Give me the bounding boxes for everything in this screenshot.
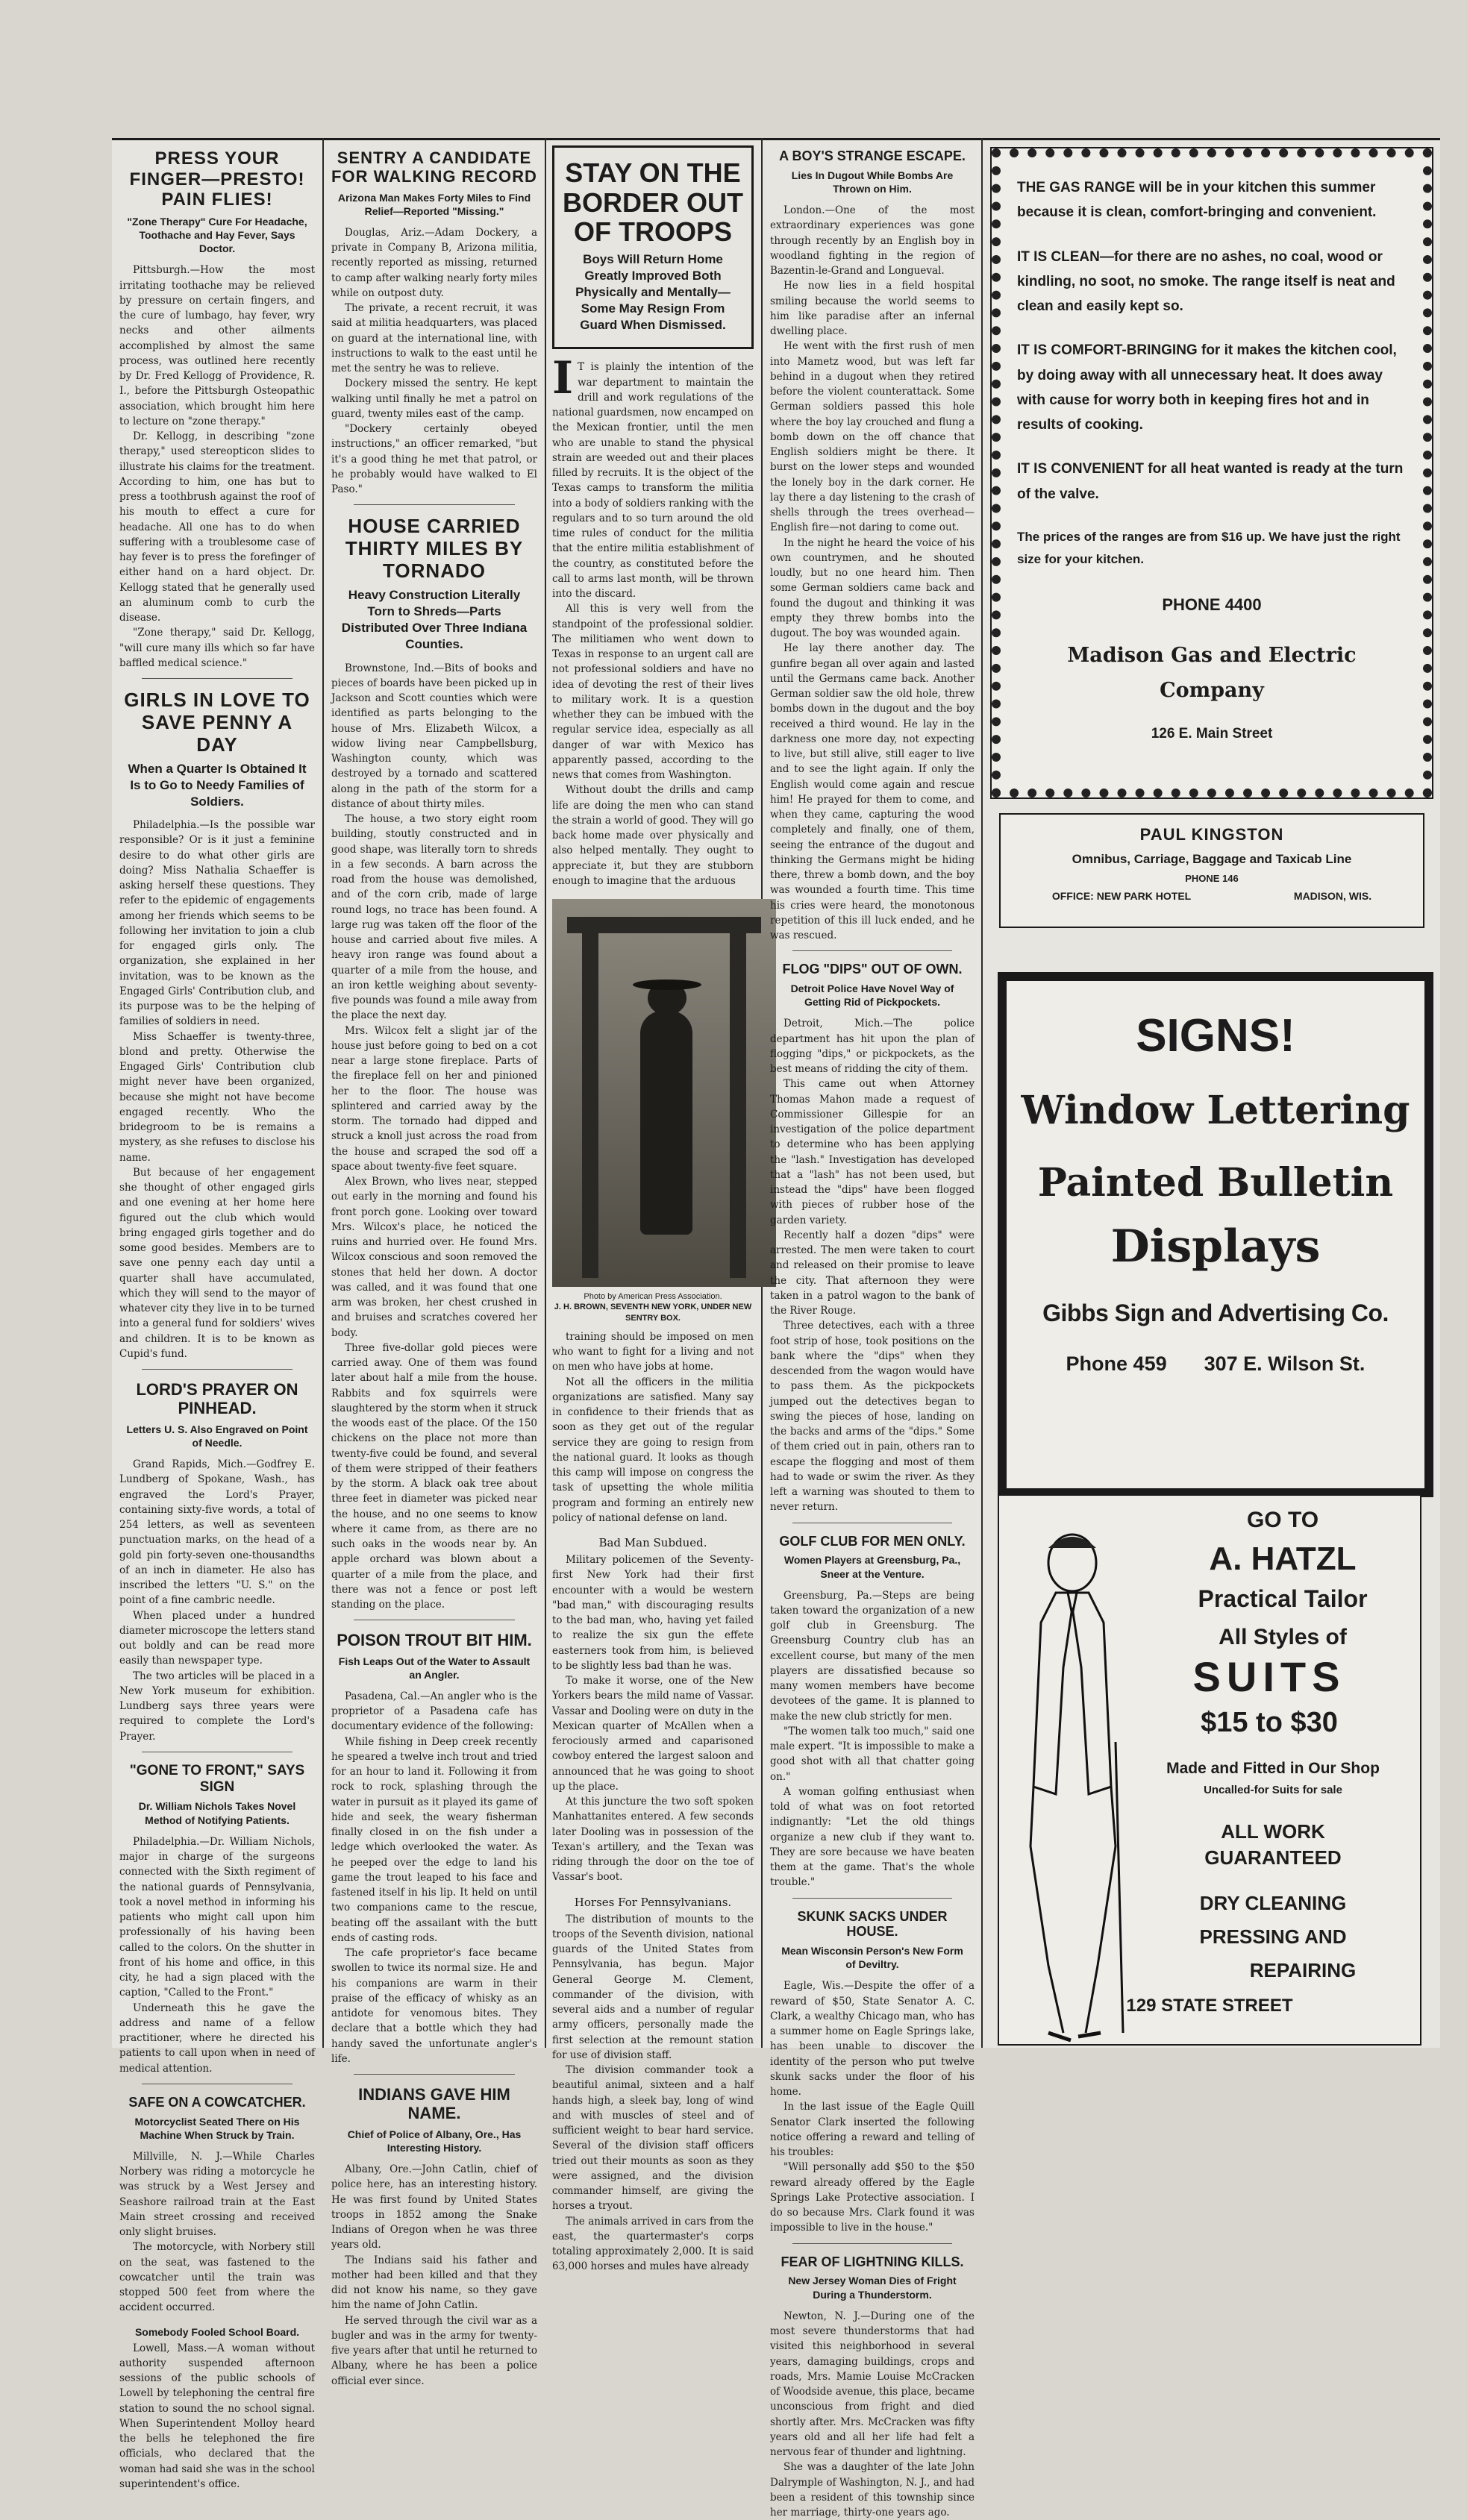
ad-kingston-city: MADISON, WIS. — [1293, 890, 1372, 902]
paragraph: When placed under a hundred diameter microscope the letters stand out boldly and can be read more easily than newspaper type. — [119, 1609, 315, 1667]
photo-credit: Photo by American Press Association. — [584, 1292, 722, 1301]
subhead: When a Quarter Is Obtained It Is to Go to Needy Families of Soldiers. — [128, 761, 307, 809]
ad-tailor-uncalled: Uncalled-for Suits for sale — [1204, 1784, 1342, 1796]
paragraph: Dockery missed the sentry. He kept walking until finally he met a patrol on guard, twenty miles east of the camp. — [331, 377, 537, 420]
paragraph: Miss Schaeffer is twenty-three, blond and pretty. Otherwise the Engaged Girls' Contribution club might never have been organized, because she might not have become engaged recently. Who the bridegroom to be is remains a mystery, as she refuses to disclose his name. — [119, 1030, 315, 1164]
paragraph: Millville, N. J.—While Charles Norbery was riding a motorcycle he was struck by a West Jersey and Seashore railroad train at the East Main street crossing and received only slight bruises. — [119, 2150, 315, 2239]
ad-signs-title: SIGNS! — [1136, 1010, 1295, 1062]
paragraph-text: T is plainly the intention of the war department to maintain the drill and work regulations of the national guardsmen, now encamped on the Mexican frontier, until the men who are unable to stand the physical strain are weeded out and their places filled by recruits. It is the object of the Texas camps to transform the militia into a body of soldiers ranking with the regulars and to so turn around the old time rules of conduct for the militia that the entire militia establishment of the country, as constituted before the call to arms last month, will be thrown into the discard. — [552, 361, 754, 600]
subhead: Letters U. S. Also Engraved on Point of Needle. — [126, 1423, 308, 1449]
paragraph: To make it worse, one of the New Yorkers bears the mild name of Vassar. Vassar and Dooling were on duty in the Mexican quarter of McAllen when a ferociously armed and caparisoned cowboy entered the largest saloon and announced that he was going to shoot up the place. — [552, 1675, 754, 1793]
article — [552, 145, 754, 1526]
column-3 — [552, 138, 754, 2273]
paragraph: Military policemen of the Seventy-first New York had their first encounter with a would be western "bad man," with discouraging results to the bad man, who, having yet failed to realize the six gun the effete easterners took from him, is believed to be slightly less bad than he was. — [552, 1554, 754, 1672]
ad-signs — [998, 972, 1433, 1497]
paragraph: While fishing in Deep creek recently he speared a twelve inch trout and tried for an hour to land it. Following it from rock to rock, splashing through the water in pursuit as it played its game of hide and seek, the weary fisherman finally closed in on the fish under a ledge which overlooked the water. As he peeped over the edge to land his game the trout leaped to his face and fastened itself in his lip. It held on until two companions came to the rescue, beating off the assailant with the butt ends of casting rods. — [331, 1735, 537, 1944]
paragraph: The Indians said his father and mother had been killed and that they did not know his name, so they gave him the name of John Catlin. — [331, 2254, 537, 2312]
subhead: Boys Will Return Home Greatly Improved Both Physically and Mentally—Some May Resign From Guard When Dismissed. — [575, 251, 731, 333]
ad-tailor-service: REPAIRING — [1249, 1959, 1357, 1981]
article — [331, 2085, 537, 2389]
subhead: Chief of Police of Albany, Ore., Has Interesting History. — [347, 2128, 522, 2154]
paragraph: Dr. Kellogg, in describing "zone therapy," used stereopticon slides to illustrate his claims for the treatment. According to him, one has but to press a toothbrush against the roof of his mouth to effect a cure for headache. All one has to do when suffering with a troublesome case of hay fever is to press the forefinger of either hand on a hard object. Dr. Kellogg stated that he generally used an aluminum comb to curb the disease. — [119, 430, 315, 624]
ad-kingston — [999, 813, 1424, 928]
headline: GOLF CLUB FOR MEN ONLY. — [779, 1533, 966, 1549]
ad-tailor-styles: All Styles of — [1219, 1625, 1347, 1649]
paragraph: Three detectives, each with a three foot strip of hose, took positions on the bank where the "dips" when they descended from the wagon would have to pass them. As the pickpockets jumped out the detectives began to swing the pieces of hose, landing on the backs and arms of the "dips." Some of them cried out in pain, others ran to escape the flogging and most of them had to wade or swim the river. As they left a warning was shouted to them to never return. — [770, 1320, 975, 1514]
subhead: Motorcyclist Seated There on His Machine When Struck by Train. — [134, 2115, 300, 2141]
paragraph: In the last issue of the Eagle Quill Senator Clark inserted the following notice offering a reward and telling of his troubles: — [770, 2101, 975, 2159]
ad-signs-line: Painted Bulletin — [1037, 1160, 1394, 1206]
article — [331, 1631, 537, 2066]
headline: SAFE ON A COWCATCHER. — [128, 2094, 306, 2110]
headline-box — [552, 145, 754, 349]
column-rule — [981, 138, 983, 2048]
ad-tailor-service: DRY CLEANING — [1199, 1892, 1347, 1914]
paragraph: Albany, Ore.—John Catlin, chief of police here, has an interesting history. He was first found by United States troops in 1852 among the Snake Indians of Oregon when he was three years old. — [331, 2163, 537, 2251]
divider — [354, 504, 515, 505]
paragraph: Pasadena, Cal.—An angler who is the proprietor of a Pasadena cafe has documentary evidence of the following: — [331, 1690, 537, 1733]
paragraph: She was a daughter of the late John Dalrymple of Washington, N. J., and had been a resident of this township since her marriage, thirty-one years ago. — [770, 2461, 975, 2519]
column-rule — [545, 138, 546, 2048]
divider — [142, 1369, 293, 1370]
ad-kingston-office: OFFICE: NEW PARK HOTEL — [1051, 890, 1192, 902]
column-5-ads — [989, 138, 1436, 2048]
article — [119, 689, 315, 1361]
headline: GIRLS IN LOVE TO SAVE PENNY A DAY — [124, 689, 310, 756]
paragraph: A woman golfing enthusiast when told of what was on foot retorted indignantly: "Let the old things organize a new club if they want to. They are sore because we have beaten them at the game. That's the whole trouble." — [770, 1785, 975, 1889]
paragraph: Not all the officers in the militia organizations are satisfied. Many say in confidence to their friends that as soon as they get out of the regular service they are going to resign from the national guard. It looks as though this camp will impose on congress the task of upsetting the whole militia program and forming an entirely new policy of national defense on land. — [552, 1376, 754, 1524]
ad-gas-company: Madison Gas and Electric Company — [1067, 643, 1357, 702]
paragraph: The animals arrived in cars from the east, the quartermaster's corps totaling approximately 2,000. It is said 63,000 horses and mules have already — [552, 2215, 754, 2273]
ad-kingston-phone: PHONE 146 — [1185, 873, 1239, 884]
paragraph: But because of her engagement she thought of other engaged girls and one evening at her home here figured out the club which would bring engaged girls together and do some good besides. Members are to save one penny each day until a quarter shall have accumulated, which they will send to the mayor of whatever city they live in to be turned into a general fund for soldiers' wives and children. It is to be known as Cupid's fund. — [119, 1166, 315, 1360]
paragraph: The distribution of mounts to the troops of the Seventh division, national guards of the United States from Pennsylvania, has begun. Major General George M. Clement, commander of the division, with several aids and a number of regular army officers, personally made the first selection at the remount station for use of division staff. — [552, 1913, 754, 2061]
article — [770, 2254, 975, 2520]
paragraph: The two articles will be placed in a New York museum for exhibition. Lundberg says three years were required to complete the Lord's Prayer. — [119, 1670, 315, 1743]
subhead: Fish Leaps Out of the Water to Assault an Angler. — [338, 1655, 531, 1681]
article — [331, 148, 537, 497]
paragraph: He served through the civil war as a bugler and was in the army for twenty-five years after that until he returned to Albany, where he has been a police official ever since. — [331, 2314, 537, 2387]
ad-tailor-service: PRESSING AND — [1199, 1925, 1347, 1948]
paragraph: "Zone therapy," said Dr. Kellogg, "will cure many ills which so far have baffled medical science." — [119, 627, 315, 669]
photo-caption: J. H. BROWN, SEVENTH NEW YORK, UNDER NEW SENTRY BOX. — [554, 1303, 752, 1323]
ad-signs-company: Gibbs Sign and Advertising Co. — [1042, 1300, 1389, 1326]
ad-signs-line: Window Lettering — [1021, 1088, 1410, 1133]
paragraph: The house, a two story eight room building, stoutly constructed and in good shape, was literally torn to shreds in a few seconds. A barn across the road from the house was demolished, and of the corn crib, made of large round logs, no trace has been found. A large rug was taken off the floor of the house and carried about five miles. A heavy iron range was found about a quarter of a mile from the house, and an iron kettle weighing about seventy-five pounds was found a mile away from the place the next day. — [331, 813, 537, 1022]
paragraph: At this juncture the two soft spoken Manhattanites entered. A few seconds later Dooling was in possession of the Texan's artillery, and the Texan was riding through the door on the toe of Vassar's boot. — [552, 1796, 754, 1884]
headline: PRESS YOUR FINGER—PRESTO! PAIN FLIES! — [129, 148, 305, 210]
paragraph: The motorcycle, with Norbery still on the seat, was fastened to the cowcatcher until the train was stopped 500 feet from where the accident occurred. — [119, 2241, 315, 2314]
paragraph: Alex Brown, who lives near, stepped out early in the morning and found his front porch gone. Looking over toward Mrs. Wilcox's place, he noticed the ruins and hurried over. He found Mrs. Wilcox conscious and soon removed the stones that held her down. A doctor was called, and it was found that one arm was broken, her chest crushed in and bruises and scratches covered her body. — [331, 1176, 537, 1339]
article — [331, 515, 537, 1612]
divider — [792, 950, 952, 951]
ad-signs-phone: Phone 459 — [1066, 1353, 1167, 1375]
paragraph: Grand Rapids, Mich.—Godfrey E. Lundberg of Spokane, Wash., has engraved the Lord's Prayer, containing sixty-five words, a total of 254 letters, as well as seventeen punctuation marks, on the head of a gold pin forty-seven one-thousandths of an inch in diameter. He also has inscribed the letters "U. S." on the point of a fine cambric needle. — [119, 1458, 315, 1607]
ad-tailor-suits: SUITS — [1192, 1653, 1346, 1700]
headline: Somebody Fooled School Board. — [134, 2325, 300, 2338]
paragraph: Lowell, Mass.—A woman without authority suspended afternoon sessions of the public schools of Lowell by telephoning the central fire station to sound the no school signal. When Superintendent Molloy heard the bells he telephoned the fire officials, who declared that the woman had said she was in the school superintendent's office. — [119, 2342, 315, 2490]
column-1 — [119, 138, 315, 2490]
paragraph: Philadelphia.—Dr. William Nichols, major in charge of the surgeons connected with the Sixth regiment of the national guards of Pennsylvania, took a novel method in informing his patients who might call upon him professionally of his having been called to the colors. On the shutter in front of his home and office, in this city, he had a sign placed with the caption, "Called to the Front." — [119, 1835, 315, 1999]
newspaper-page — [112, 138, 1440, 2519]
paragraph: Without doubt the drills and camp life are doing the men who can stand the strain a world of good. They will go back home made over physically and also helped mentally. They ought to appreciate it, but they are stubborn enough to imagine that the arduous — [552, 784, 754, 887]
article — [119, 2095, 315, 2316]
subhead: Arizona Man Makes Forty Miles to Find Relief—Reported "Missing." — [337, 191, 531, 217]
ad-tailor-price: $15 to $30 — [1201, 1707, 1338, 1738]
ad-gas-text: THE GAS RANGE will be in your kitchen this summer because it is clean, comfort-bringing and convenient. — [1017, 180, 1377, 221]
ad-signs-address: 307 E. Wilson St. — [1204, 1353, 1366, 1375]
headline: STAY ON THE BORDER OUT OF TROOPS — [563, 157, 743, 248]
article — [119, 1763, 315, 2076]
subhead: Heavy Construction Literally Torn to Shreds—Parts Distributed Over Three Indiana Counties. — [341, 588, 528, 652]
paragraph: He went with the first rush of men into Mametz wood, but was left far behind in a dugout when they retired before the violent counterattack. Some German soldiers passed this hole where the boy lay crouched and flung a bomb down on the off chance that English soldiers might be there. It burst on the lower steps and wounded the lonely boy in the dark corner. He lay there a day listening to the crash of shells through the trees overhead—English fire—not daring to come out. — [770, 340, 975, 534]
ad-gas-text: The prices of the ranges are from $16 up. We have just the right size for your kitchen. — [1017, 529, 1401, 566]
headline: Horses For Pennsylvanians. — [574, 1895, 732, 1909]
headline: HOUSE CARRIED THIRTY MILES BY TORNADO — [345, 515, 524, 583]
ad-tailor-goto: GO TO — [1246, 1508, 1319, 1532]
ad-tailor-made: Made and Fitted in Our Shop — [1166, 1760, 1380, 1777]
paragraph: "Dockery certainly obeyed instructions," an officer remarked, "but it's a good thing he met that patrol, or he probably would have walked to El Paso." — [331, 423, 537, 496]
ad-gas-text: IT IS CLEAN—for there are no ashes, no coal, wood or kindling, no soot, no smoke. The range itself is neat and clean and easily kept so. — [1017, 248, 1395, 314]
paragraph: Mrs. Wilcox felt a slight jar of the house just before going to bed on a cot near a large stone fireplace. Parts of the fireplace fell on her and pinioned her to the floor. The house was splintered and carried away by the storm. The tornado had dipped and struck a knoll just across the road from the house and scraped the sod off a space about twenty-five feet square. — [331, 1024, 537, 1173]
ad-tailor-work: ALL WORK — [1221, 1820, 1325, 1843]
ad-gas-text: IT IS COMFORT-BRINGING for it makes the kitchen cool, by doing away with all unnecessary heat. It does away with cause for worry both in keeping fires hot and in results of cooking. — [1017, 342, 1397, 433]
subhead: Detroit Police Have Novel Way of Getting Rid of Pickpockets. — [790, 982, 954, 1009]
article — [552, 1536, 754, 1885]
paragraph: Philadelphia.—Is the possible war responsible? Or is it just a feminine desire to do what other girls are doing? Miss Nathalia Schaeffer is asking herself these questions. They refer to the epidemic of engagements among her friends which seems to be following her invitation to join a club for engaged girls only. The organization, she explained in her invitation, was to be known as the Engaged Girls' Contribution club, and its purpose was to be the helping of families of soldiers in need. — [119, 819, 315, 1028]
paragraph: "The women talk too much," said one male expert. "It is impossible to make a good shot with all that chatter going on." — [770, 1725, 975, 1783]
paragraph: training should be imposed on men who want to fight for a living and not on men who have jobs at home. — [552, 1330, 754, 1373]
headline: SENTRY A CANDIDATE FOR WALKING RECORD — [331, 148, 537, 187]
ad-gas-phone: PHONE 4400 — [1162, 595, 1262, 615]
paragraph — [552, 352, 754, 601]
headline: FEAR OF LIGHTNING KILLS. — [781, 2254, 964, 2269]
divider — [354, 2074, 515, 2075]
paragraph: He now lies in a field hospital smiling because the world seems to him like paradise after an infernal dwelling place. — [770, 280, 975, 338]
headline: INDIANS GAVE HIM NAME. — [358, 2085, 510, 2123]
paragraph: The cafe proprietor's face became swollen to twice its normal size. He and his companions are warm in their praise of the efficacy of whisky as an antidote for venomous bites. They declare that a bottle which they had handy saved the unfortunate angler's life. — [331, 1947, 537, 2065]
subhead: Lies In Dugout While Bombs Are Thrown on Him. — [791, 169, 954, 195]
ad-kingston-name: PAUL KINGSTON — [1139, 825, 1284, 844]
article — [770, 148, 975, 943]
paragraph: Pittsburgh.—How the most irritating toothache may be relieved by pressure on certain fingers, and the cure of lumbago, hay fever, wry necks and other ailments accomplished by almost the same process, was outlined here recently by Dr. Fred Kellogg of Providence, R. I., before the Pittsburgh Osteopathic association, which brought him here to lecture on "zone therapy." — [119, 264, 315, 427]
paragraph: London.—One of the most extraordinary experiences was gone through recently by an English boy in woodland fighting in the region of Bazentin-le-Grand and Longueval. — [770, 204, 975, 278]
paragraph: Eagle, Wis.—Despite the offer of a reward of $50, State Senator A. C. Clark, a wealthy Chicago man, who has a summer home on Eagle Springs lake, has been unable to discover the identity of the person who put twelve skunk sacks under the floor of his home. — [770, 1980, 975, 2099]
subhead: New Jersey Woman Dies of Fright During a Thunderstorm. — [788, 2275, 957, 2301]
headline: FLOG "DIPS" OUT OF OWN. — [782, 962, 963, 977]
column-rule — [322, 138, 324, 2048]
paragraph: In the night he heard the voice of his own countrymen, and he shouted loudly, but no one heard him. Then some German soldiers came back and found the dugout and thinking it was empty they threw bombs into the dugout. The boy was wounded again. — [770, 536, 975, 640]
paragraph: The division commander took a beautiful animal, sixteen and a half hands high, a sleek bay, long of wind and with muscles of steel and of sufficient weight to bear hard service. Several of the division staff officers tried out their mounts as soon as they were assigned, and the division commander himself, are giving the horses a tryout. — [552, 2064, 754, 2213]
paragraph: Three five-dollar gold pieces were carried away. One of them was found later about half a mile from the house. Rabbits and fox squirrels were slaughtered by the storm when it struck the woods east of the place. Of the 150 chickens on the place not more than twenty-five could be found, and several of them were stripped of their feathers by the storm. A black oak tree about three feet in diameter was picked near the house, and no one seems to know where it came from, as there are no such oaks in the woods near by. An apple orchard was blown about a quarter of a mile from the place, and there was not a fence or post left standing on the place. — [331, 1341, 537, 1611]
article — [770, 1909, 975, 2236]
ad-tailor — [998, 1494, 1421, 2046]
paragraph: All this is very well from the standpoint of the professional soldier. The militiamen who went down to Texas in response to an urgent call are not professional soldiers and have no idea of devoting the rest of their lives to military work. It is a question whether they can be imbued with the regular service idea, especially as all danger of war with Mexico has apparently passed, according to the news that comes from Washington. — [552, 603, 754, 781]
paragraph: Recently half a dozen "dips" were arrested. The men were taken to court and released on their promise to leave the city. That afternoon they were taken in a patrol wagon to the bank of the River Rouge. — [770, 1229, 975, 1317]
subhead: Mean Wisconsin Person's New Form of Deviltry. — [781, 1945, 963, 1971]
column-4 — [770, 138, 975, 2519]
paragraph: Greensburg, Pa.—Steps are being taken toward the organization of a new golf club in Greensburg. The Greensburg Country club has an excellent course, but many of the men players are dissatisfied because so many women members have become devotees of the game. It is planned to make the new club strictly for men. — [770, 1589, 975, 1723]
ad-tailor-trade: Practical Tailor — [1198, 1585, 1368, 1612]
ad-gas-address: 126 E. Main Street — [1151, 726, 1273, 742]
ad-tailor-name: A. HATZL — [1209, 1540, 1357, 1577]
paragraph: "Will personally add $50 to the $50 reward already offered by the Eagle Springs Lake Protective association. I do so because Mrs. Clark found it was impossible to live in the house." — [770, 2161, 975, 2234]
ad-gas-text: IT IS CONVENIENT for all heat wanted is ready at the turn of the valve. — [1017, 461, 1404, 502]
ad-kingston-line: Omnibus, Carriage, Baggage and Taxicab Line — [1072, 852, 1352, 866]
paragraph: This came out when Attorney Thomas Mahon made a request of Commissioner Gillespie for an investigation of the police department to determine who has been applying the "lash." Investigation has developed that a "lash" has not been used, but instead the "dips" have been flogged with pieces of rubber hose of the garden variety. — [770, 1078, 975, 1226]
paragraph: Newton, N. J.—During one of the most severe thunderstorms that had visited this neighborhood in several years, damaging buildings, crops and roads, Mrs. Mamie Louise McCracken of Woodside avenue, this place, became unconscious from fright and died shortly after. Mrs. McCracken was fifty years old and all her life had felt a nervous fear of thunder and lightning. — [770, 2310, 975, 2458]
ad-signs-line: Displays — [1110, 1220, 1321, 1273]
ad-tailor-work: GUARANTEED — [1204, 1846, 1342, 1869]
headline: LORD'S PRAYER ON PINHEAD. — [136, 1380, 298, 1418]
paragraph: Brownstone, Ind.—Bits of books and pieces of boards have been picked up in Jackson and Scott counties which were identified as parts belonging to the house of Mrs. Elizabeth Wilcox, a widow living near Campbellsburg, Washington county, which was destroyed by a tornado and scattered along in the path of the storm for a distance of about thirty miles. — [331, 662, 537, 810]
column-2 — [331, 138, 537, 2387]
headline: "GONE TO FRONT," SAYS SIGN — [129, 1762, 305, 1795]
article — [552, 1896, 754, 2275]
paragraph: Douglas, Ariz.—Adam Dockery, a private in Company B, Arizona militia, recently reported as missing, returned to camp after walking nearly forty miles while on outpost duty. — [331, 226, 537, 299]
divider — [142, 678, 293, 679]
divider — [792, 2243, 952, 2244]
photo-sentry — [552, 899, 776, 1287]
article — [770, 1534, 975, 1890]
ad-tailor-street: 129 STATE STREET — [1126, 1996, 1293, 2016]
subhead: Women Players at Greensburg, Pa., Sneer at the Venture. — [783, 1554, 961, 1580]
paragraph: Detroit, Mich.—The police department has hit upon the plan of flogging "dips," or pickpockets, as the best means of ridding the city of them. — [770, 1018, 975, 1076]
article — [770, 962, 975, 1514]
article — [119, 1380, 315, 1744]
subhead: "Zone Therapy" Cure For Headache, Toothache and Hay Fever, Says Doctor. — [127, 215, 307, 255]
headline: SKUNK SACKS UNDER HOUSE. — [797, 1908, 948, 1940]
subhead: Dr. William Nichols Takes Novel Method of Notifying Patients. — [138, 1800, 296, 1826]
ad-gas-range — [990, 147, 1433, 799]
drop-cap: I — [552, 352, 574, 405]
headline: Bad Man Subdued. — [598, 1536, 707, 1550]
article — [119, 2326, 315, 2492]
divider — [792, 1898, 952, 1899]
paragraph: He lay there another day. The gunfire began all over again and lasted until the Germans came back. Another German soldier saw the old hole, threw bombs down in the dugout and the boy received a third wound. He lay in the darkness one more day, not expecting to live, but still alive, still eager to live and to see the light again. If only the English would come again and rescue him! He prayed for them to come, and when they came, capturing the wood completely and finally, one of them, seeing the entrance of the dugout and thinking the Germans might be hiding there, threw a bomb down, and the boy was wounded a fourth time. This time his cries were heard, the monotonous repetition of this ill luck ended, and he was rescued. — [770, 642, 975, 942]
paragraph: The private, a recent recruit, it was said at militia headquarters, was placed on guard at the international line, with instructions to walk to the east until he met the sentry he was to relieve. — [331, 302, 537, 375]
article — [119, 148, 315, 671]
paragraph: Underneath this he gave the address and name of a fellow practitioner, where he directed his patients to call upon when in need of medical attention. — [119, 2002, 315, 2075]
headline: POISON TROUT BIT HIM. — [337, 1631, 532, 1650]
headline: A BOY'S STRANGE ESCAPE. — [779, 148, 966, 163]
